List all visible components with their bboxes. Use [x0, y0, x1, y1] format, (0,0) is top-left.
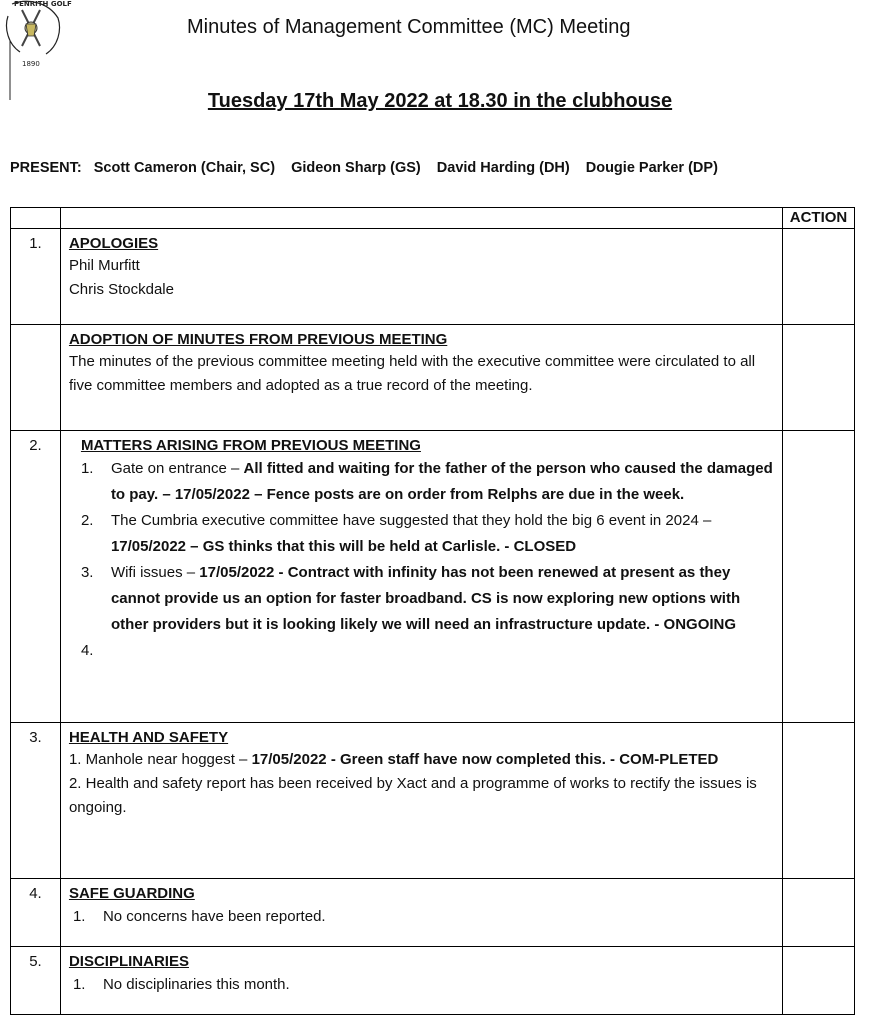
svg-text:PENRITH GOLF: PENRITH GOLF: [14, 0, 72, 8]
action-cell: [783, 325, 855, 431]
apology-name: Chris Stockdale: [68, 281, 174, 298]
club-logo: [0, 0, 72, 100]
disciplinaries-list: [69, 972, 774, 998]
disciplinaries-content: [60, 947, 782, 1015]
header-cell-content: [60, 208, 782, 229]
table-row-safeguarding: [11, 879, 855, 947]
item-number: 5.: [11, 947, 61, 1015]
action-column-header: ACTION: [783, 208, 855, 229]
table-row-matters-arising: [11, 431, 855, 723]
section-heading: MATTERS ARISING FROM PREVIOUS MEETING: [80, 437, 421, 454]
action-cell: [783, 879, 855, 947]
list-item: 1. No disciplinaries this month.: [72, 976, 290, 993]
list-item: 1. No concerns have been reported.: [72, 908, 326, 925]
section-heading: ADOPTION OF MINUTES FROM PREVIOUS MEETING: [68, 331, 448, 348]
item-number: 2.: [11, 431, 61, 723]
adoption-text: The minutes of the previous committee meeting held with the executive committee were circulated to all five committee members and adopted as a true record of the meeting.: [68, 353, 756, 394]
safeguarding-list: [69, 904, 774, 930]
health-safety-content: [60, 723, 782, 879]
action-cell: [783, 229, 855, 325]
health-item-1: 1. Manhole near hoggest – 17/05/2022 - Green staff have now completed this. - COM-PLETED: [68, 751, 719, 768]
section-heading: DISCIPLINARIES: [68, 953, 189, 970]
adoption-content: [60, 325, 782, 431]
attendee-name: Dougie Parker (DP): [585, 160, 718, 176]
action-cell: [783, 431, 855, 723]
action-cell: [783, 947, 855, 1015]
present-label: PRESENT:: [10, 160, 82, 176]
action-cell: [783, 723, 855, 879]
meeting-date-subtitle: Tuesday 17th May 2022 at 18.30 in the clubhouse: [207, 90, 673, 112]
item-number: 3.: [11, 723, 61, 879]
item-number: 1.: [11, 229, 61, 325]
attendee-name: Gideon Sharp (GS): [291, 160, 421, 176]
table-row-apologies: [11, 229, 855, 325]
attendee-name: Scott Cameron (Chair, SC): [93, 160, 276, 176]
list-item: 2. The Cumbria executive committee have suggested that they hold the big 6 event in 2024 – 17/05/2022 – GS thinks that this will be held at Carlisle. - CLOSED: [80, 512, 712, 555]
svg-text:1890: 1890: [22, 60, 40, 68]
table-row-adoption: [11, 325, 855, 431]
present-line: [10, 160, 730, 176]
table-row-disciplinaries: [11, 947, 855, 1015]
safeguarding-content: [60, 879, 782, 947]
list-item: 1. Gate on entrance – All fitted and waiting for the father of the person who caused the damaged to pay. – 17/05/2022 – Fence posts are on order from Relphs are due in the week.: [80, 460, 773, 503]
health-item-2: 2. Health and safety report has been received by Xact and a programme of works to rectify the issues is ongoing.: [68, 775, 757, 816]
matters-list: 1. Gate on entrance – All fitted and waiting for the father of the person who caused the damaged to pay. – 17/05/2022 – Fence posts are on order from Relphs are due in the week. 2. The Cumbria executive committee have suggested that they hold the big 6 event in 2024 – 17/05/2022 – GS thinks that this will be held at Carlisle. - CLOSED 3. Wifi issues – 17/05/2022 - Contract with infinity has not been renewed at present as they cannot provide us an option for faster broadband. CS is now exploring new options with other providers but it is looking likely we will need an infrastructure update. - ONGOING 4.: [69, 456, 774, 638]
matters-content: [60, 431, 782, 723]
apology-name: Phil Murfitt: [68, 257, 140, 274]
list-item: 3. Wifi issues – 17/05/2022 - Contract with infinity has not been renewed at present as they cannot provide us an option for faster broadband. CS is now exploring new options with other providers but it is looking likely we will need an infrastructure update. - ONGOING: [80, 564, 741, 633]
header-cell-number: [11, 208, 61, 229]
section-heading: APOLOGIES: [68, 235, 159, 252]
section-heading: HEALTH AND SAFETY: [68, 729, 229, 746]
minutes-table: [10, 207, 855, 1015]
table-header-row: [11, 208, 855, 229]
apologies-content: [60, 229, 782, 325]
document-title: Minutes of Management Committee (MC) Meeting: [187, 16, 631, 38]
item-number: 4.: [11, 879, 61, 947]
section-heading: SAFE GUARDING: [68, 885, 195, 902]
item-number: [11, 325, 61, 431]
table-row-health-safety: [11, 723, 855, 879]
attendee-name: David Harding (DH): [436, 160, 570, 176]
